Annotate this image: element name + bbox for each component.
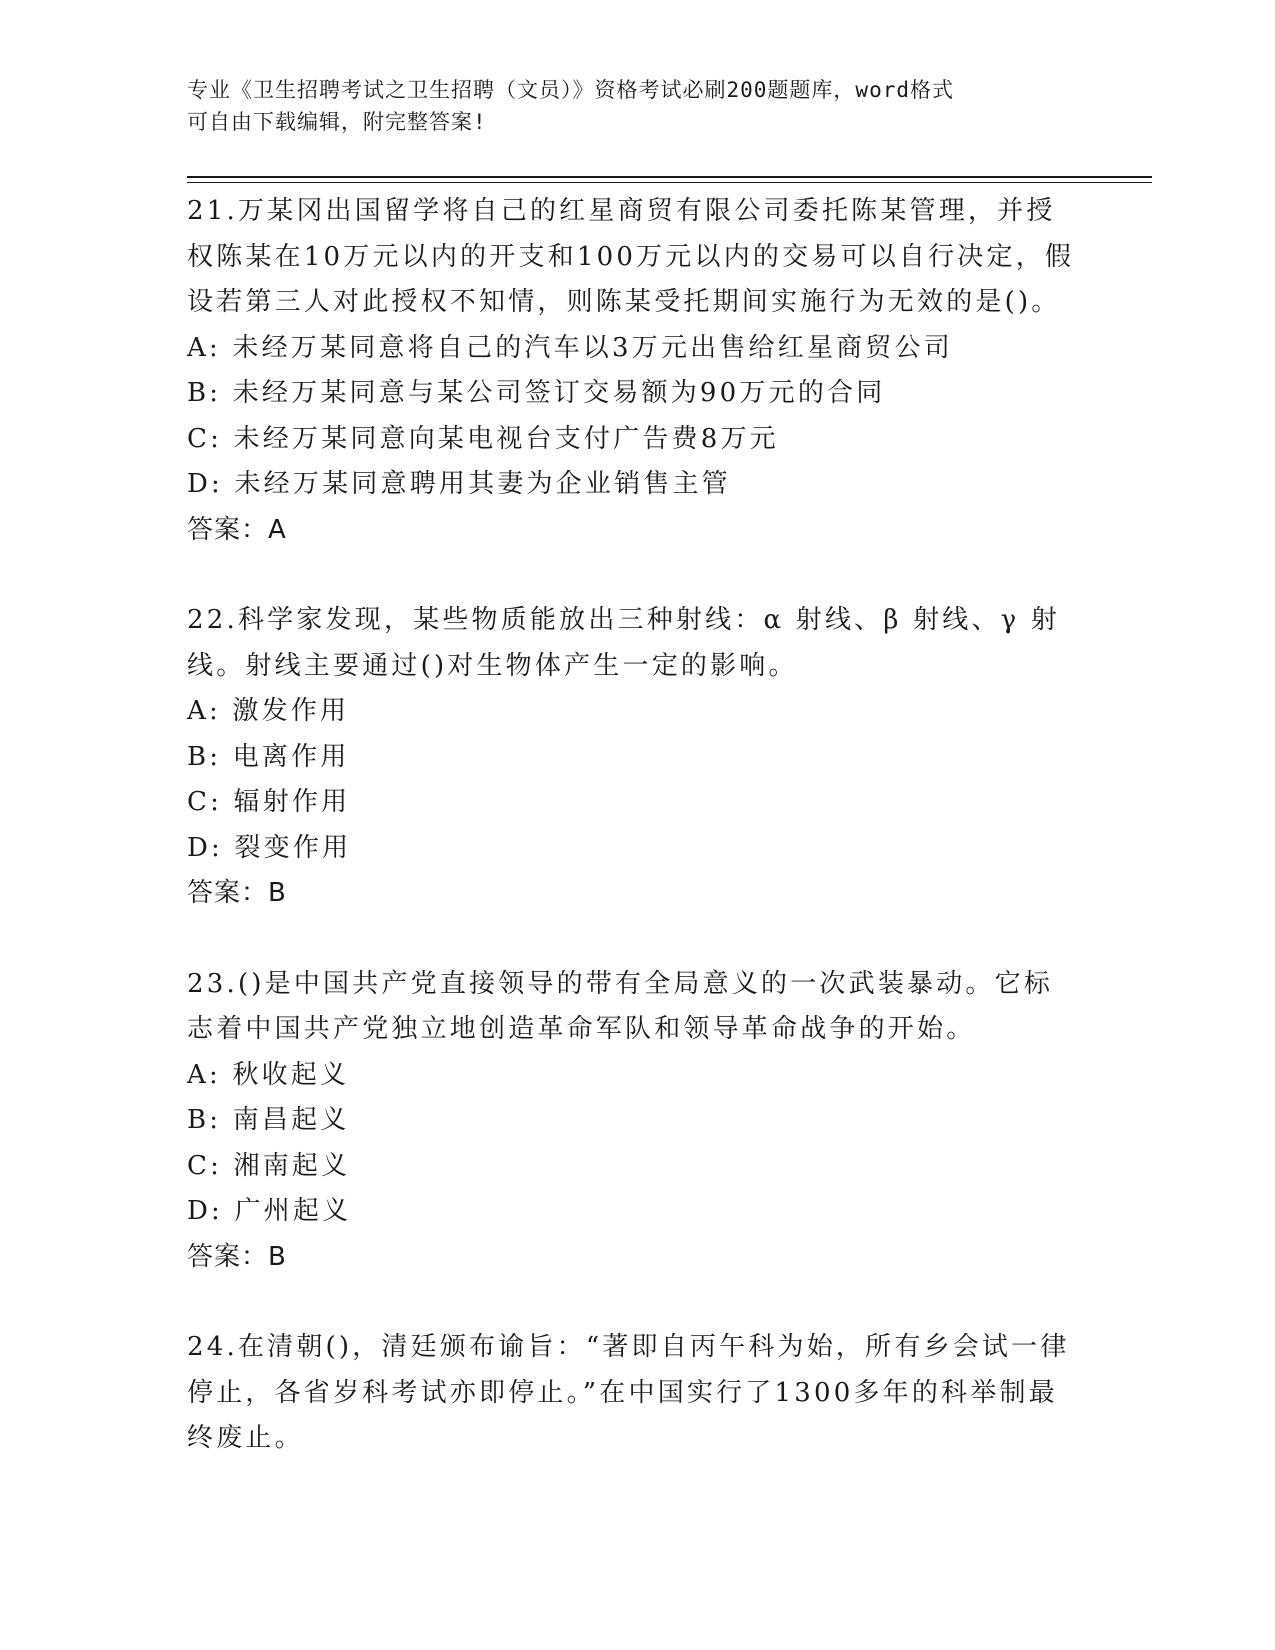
answer-line: 答案：B xyxy=(187,1241,287,1272)
question-22 xyxy=(187,598,1077,917)
header-line-1: 专业《卫生招聘考试之卫生招聘（文员）》资格考试必刷200题题库，word格式 xyxy=(187,78,954,102)
option-c: C: 未经万某同意向某电视台支付广告费8万元 xyxy=(187,423,779,454)
option-a: A: 未经万某同意将自己的汽车以3万元出售给红星商贸公司 xyxy=(187,332,953,363)
answer-line: 答案：A xyxy=(187,514,287,545)
question-stem: 22.科学家发现，某些物质能放出三种射线：α 射线、β 射线、γ 射线。射线主要通过()对生物体产生一定的影响。 xyxy=(187,605,1061,681)
option-a: A: 秋收起义 xyxy=(187,1059,350,1090)
option-b: B: 电离作用 xyxy=(187,741,350,772)
header-divider-thin xyxy=(187,182,1152,183)
option-d: D: 广州起义 xyxy=(187,1196,352,1226)
option-b: B: 南昌起义 xyxy=(187,1105,350,1135)
option-b: B: 未经万某同意与某公司签订交易额为90万元的合同 xyxy=(187,378,886,408)
question-24 xyxy=(187,1325,1077,1462)
question-21 xyxy=(187,189,1077,553)
question-stem: 24.在清朝()，清廷颁布谕旨：“著即自丙午科为始，所有乡会试一律停止，各省岁科考试亦即停止。”在中国实行了1300多年的科举制最终废止。 xyxy=(187,1332,1070,1453)
question-stem: 21.万某冈出国留学将自己的红星商贸有限公司委托陈某管理，并授权陈某在10万元以内的开支和100万元以内的交易可以自行决定，假设若第三人对此授权不知情，则陈某受托期间实施行为无效的是()。 xyxy=(187,196,1075,317)
question-stem: 23.()是中国共产党直接领导的带有全局意义的一次武装暴动。它标志着中国共产党独立地创造革命军队和领导革命战争的开始。 xyxy=(187,968,1054,1044)
header-line-2: 可自由下载编辑，附完整答案! xyxy=(187,110,487,134)
header-divider-thick xyxy=(187,176,1152,178)
option-d: D: 裂变作用 xyxy=(187,832,352,863)
option-d: D: 未经万某同意聘用其妻为企业销售主管 xyxy=(187,469,731,499)
option-c: C: 辐射作用 xyxy=(187,787,351,817)
answer-line: 答案：B xyxy=(187,878,287,908)
question-23 xyxy=(187,962,1077,1281)
option-a: A: 激发作用 xyxy=(187,696,350,726)
question-list xyxy=(187,189,1077,1507)
document-header xyxy=(187,74,1067,138)
option-c: C: 湘南起义 xyxy=(187,1150,351,1181)
